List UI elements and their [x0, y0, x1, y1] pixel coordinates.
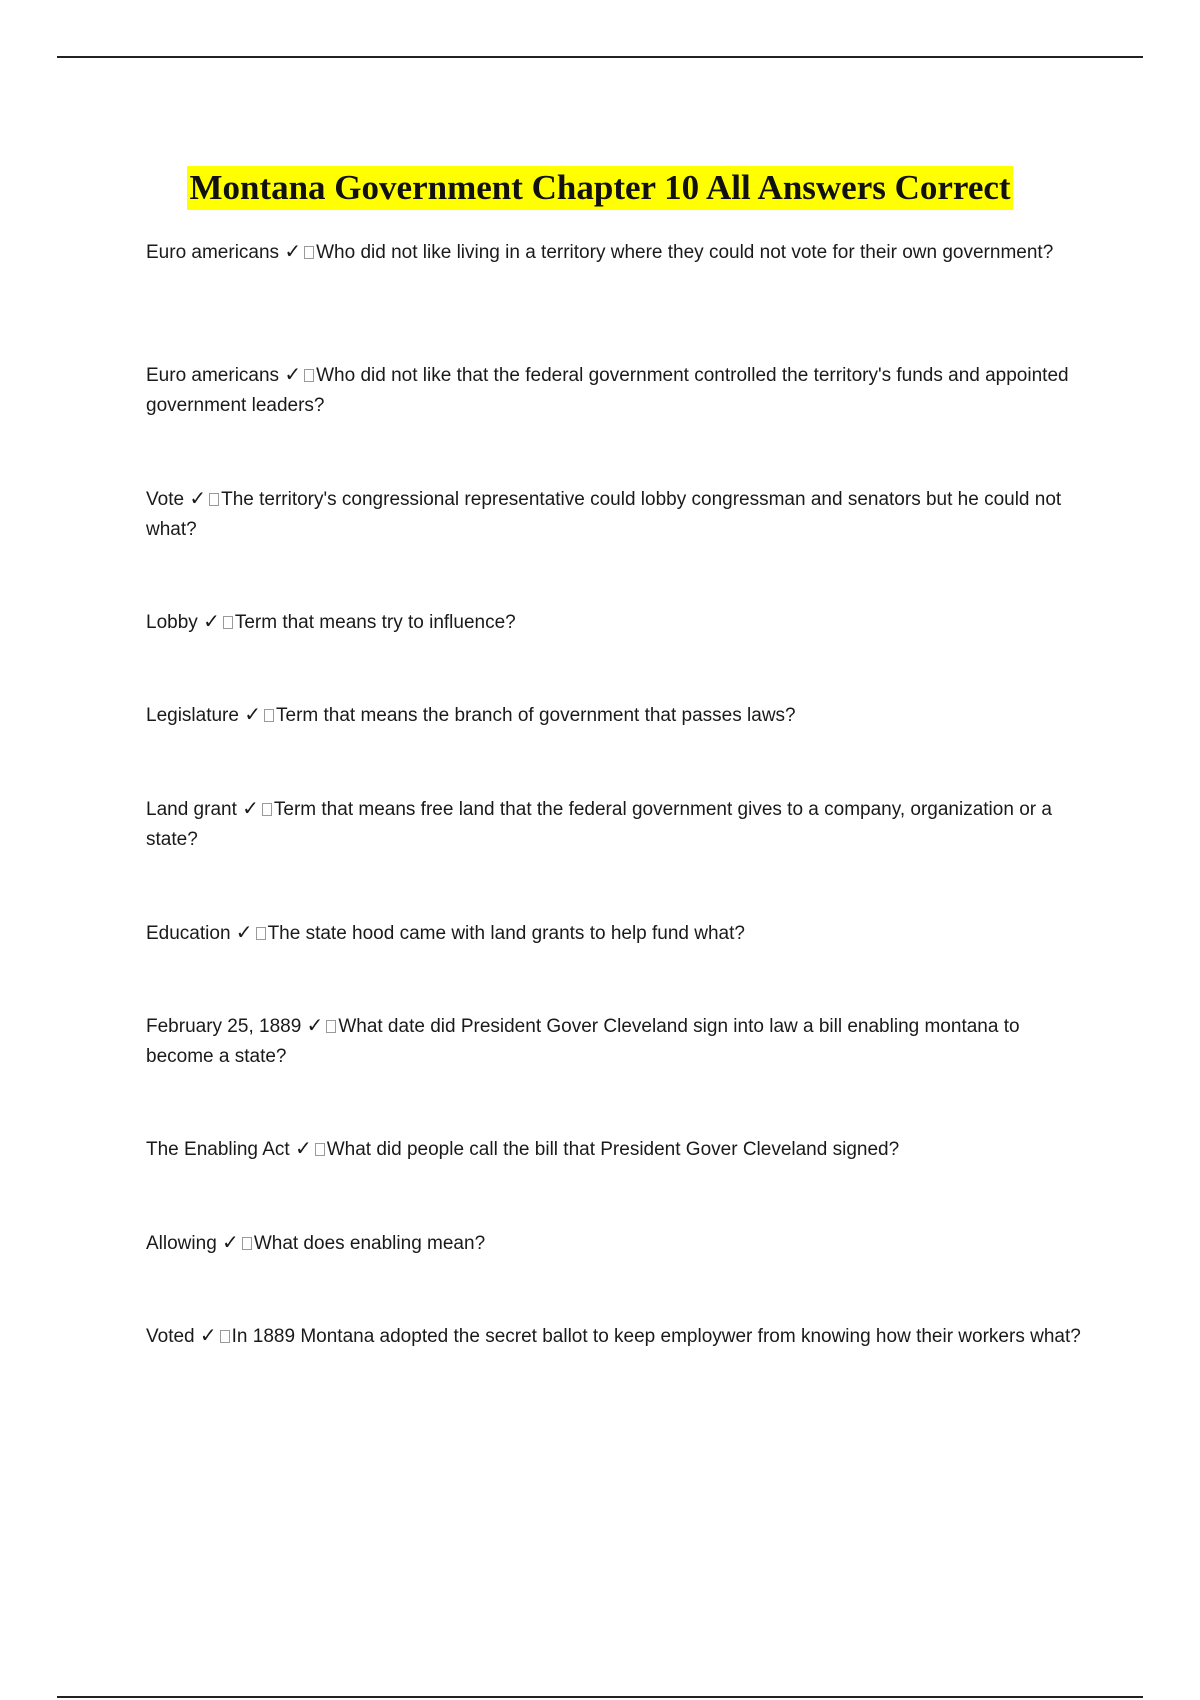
question-text: Term that means try to influence?	[234, 612, 516, 633]
empty-box-icon	[262, 803, 272, 816]
answer-text: Lobby	[146, 612, 198, 633]
question-text: What did people call the bill that President Gover Cleveland signed?	[326, 1139, 900, 1160]
check-mark-icon: ✓	[306, 1013, 324, 1037]
empty-box-icon	[315, 1143, 325, 1156]
qa-item	[146, 1133, 1086, 1165]
question-text: Who did not like living in a territory where they could not vote for their own government?	[316, 242, 1054, 263]
check-mark-icon: ✓	[189, 486, 207, 510]
qa-item	[146, 1227, 1086, 1259]
question-text: What does enabling mean?	[253, 1233, 486, 1254]
answer-text: Vote	[146, 489, 185, 510]
header-rule	[57, 56, 1143, 58]
qa-item	[146, 483, 1086, 545]
check-mark-icon: ✓	[244, 702, 261, 726]
check-mark-icon: ✓	[235, 920, 253, 944]
question-text: The state hood came with land grants to help fund what?	[267, 923, 745, 944]
answer-text: Allowing	[146, 1233, 217, 1254]
question-text: Who did not like that the federal government controlled the territory's funds and appointed government leaders?	[146, 365, 1069, 416]
qa-item	[146, 793, 1086, 855]
check-mark-icon: ✓	[203, 609, 220, 633]
check-mark-icon: ✓	[222, 1230, 239, 1254]
qa-item	[146, 1010, 1086, 1072]
document-title: Montana Government Chapter 10 All Answers Correct	[187, 166, 1012, 210]
qa-item	[146, 359, 1086, 421]
check-mark-icon: ✓	[199, 1323, 217, 1347]
empty-box-icon	[304, 369, 314, 382]
check-mark-icon: ✓	[284, 239, 302, 263]
check-mark-icon: ✓	[284, 362, 302, 386]
empty-box-icon	[256, 927, 266, 940]
empty-box-icon	[209, 493, 219, 506]
answer-text: February 25, 1889	[146, 1016, 302, 1037]
empty-box-icon	[220, 1330, 230, 1343]
question-text: Term that means the branch of government that passes laws?	[276, 705, 796, 726]
empty-box-icon	[223, 616, 233, 629]
qa-item	[146, 606, 1086, 638]
empty-box-icon	[264, 709, 274, 722]
qa-item	[146, 236, 1086, 268]
answer-text: Euro americans	[146, 242, 280, 263]
question-text: What date did President Gover Cleveland sign into law a bill enabling montana to become a state?	[146, 1016, 1020, 1067]
answer-text: Legislature	[146, 705, 239, 726]
question-text: In 1889 Montana adopted the secret ballot to keep employwer from knowing how their workers what?	[231, 1326, 1081, 1347]
answer-text: Education	[146, 923, 231, 944]
check-mark-icon: ✓	[294, 1136, 312, 1160]
footer-rule	[57, 1696, 1143, 1698]
answer-text: The Enabling Act	[146, 1139, 290, 1160]
question-text: Term that means free land that the federal government gives to a company, organization or a state?	[146, 799, 1052, 850]
check-mark-icon: ✓	[242, 796, 259, 820]
answer-text: Land grant	[146, 799, 237, 820]
answer-text: Euro americans	[146, 365, 280, 386]
question-text: The territory's congressional representative could lobby congressman and senators but he could not what?	[146, 489, 1062, 540]
answer-text: Voted	[146, 1326, 195, 1347]
title-container	[0, 166, 1200, 210]
qa-item	[146, 917, 1086, 949]
qa-item	[146, 1320, 1086, 1352]
empty-box-icon	[304, 246, 314, 259]
qa-item	[146, 699, 1086, 731]
empty-box-icon	[242, 1237, 252, 1250]
empty-box-icon	[326, 1020, 336, 1033]
